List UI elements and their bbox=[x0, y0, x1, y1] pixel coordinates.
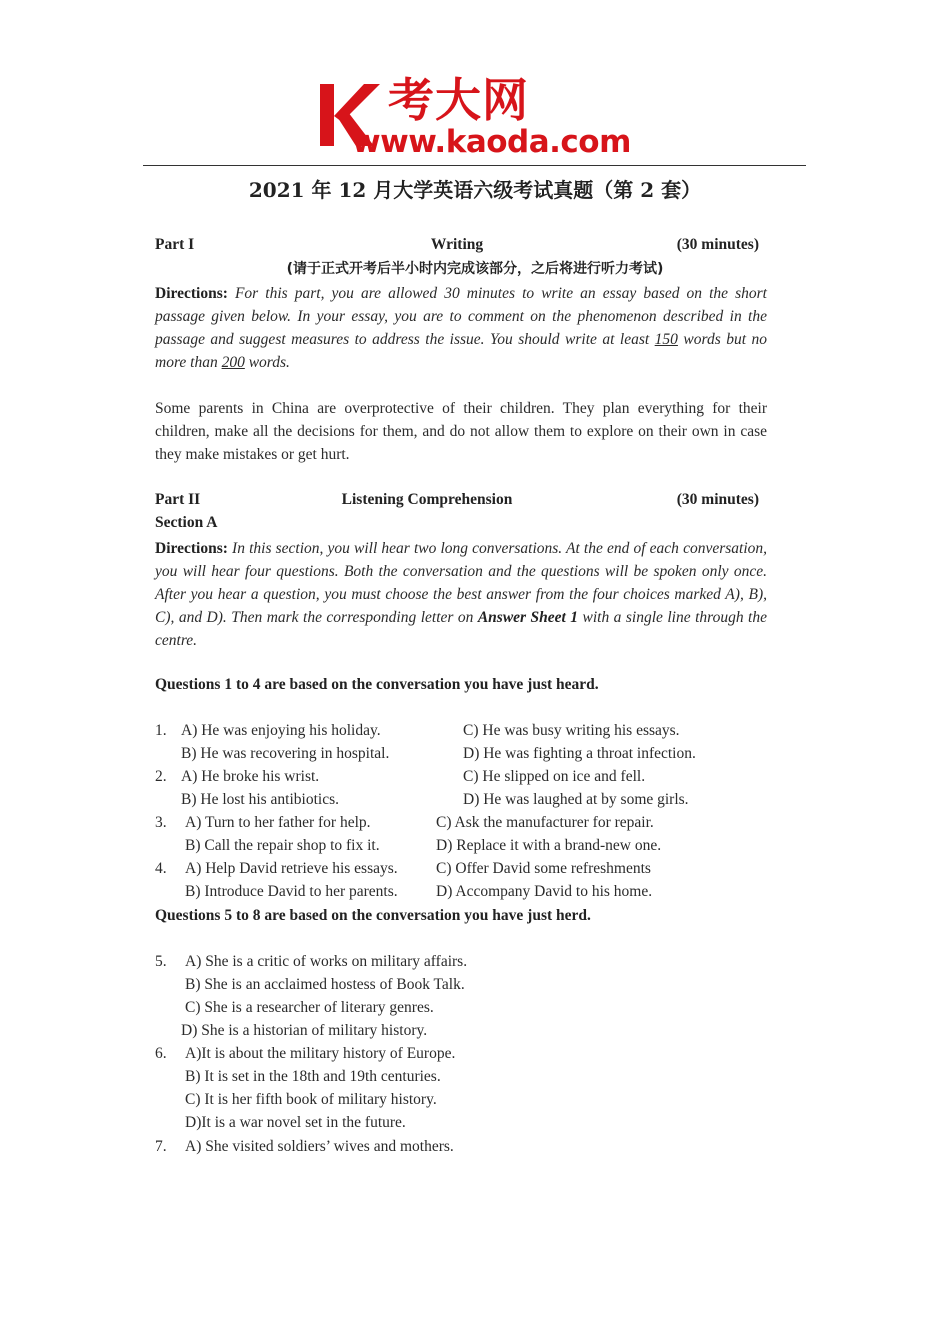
directions-text-3: words. bbox=[244, 354, 290, 371]
part1-directions bbox=[155, 282, 767, 374]
group2-heading: Questions 5 to 8 are based on the conversation you have just herd. bbox=[155, 907, 591, 924]
option-b[interactable]: B) It is set in the 18th and 19th centuries. bbox=[185, 1068, 441, 1085]
directions-text: In this section, you will hear two long conversations. At the end of each conversation, you will hear four questions. Both the conversation and the questions will be spoken only once. After you hear a question, you must choose the best answer from the four choices marked A), B), C), and D). Then mark the corresponding letter on bbox=[155, 540, 768, 626]
option-a[interactable]: A) She is a critic of works on military affairs. bbox=[185, 953, 468, 970]
part2-time: (30 minutes) bbox=[676, 491, 759, 508]
part2-name: Listening Comprehension bbox=[341, 491, 513, 508]
question-number: 5. bbox=[155, 953, 167, 970]
part1-label: Part I bbox=[155, 236, 195, 253]
question-number: 3. bbox=[155, 814, 167, 831]
option-d[interactable]: D) Replace it with a brand-new one. bbox=[436, 837, 662, 854]
option-b[interactable]: B) She is an acclaimed hostess of Book Talk. bbox=[185, 976, 465, 993]
question-number: 1. bbox=[155, 722, 167, 739]
option-b[interactable]: B) Call the repair shop to fix it. bbox=[185, 837, 380, 854]
option-c[interactable]: C) She is a researcher of literary genres. bbox=[185, 999, 434, 1016]
directions-label: Directions: bbox=[155, 285, 228, 302]
option-b[interactable]: B) Introduce David to her parents. bbox=[185, 883, 398, 900]
question-number: 6. bbox=[155, 1045, 167, 1062]
part1-note: (请于正式开考后半小时内完成该部分，之后将进行听力考试) bbox=[286, 261, 664, 277]
option-c[interactable]: C) It is her fifth book of military history. bbox=[185, 1091, 437, 1108]
section-a-label: Section A bbox=[155, 514, 218, 531]
option-d[interactable]: D)It is a war novel set in the future. bbox=[185, 1114, 406, 1131]
brand-name-cn: 考大网 bbox=[388, 73, 529, 127]
option-c[interactable]: C) He was busy writing his essays. bbox=[463, 722, 680, 739]
document-title: 2021 年 12 月大学英语六级考试真题（第 2 套） bbox=[248, 178, 702, 202]
kaoda-logo bbox=[318, 73, 648, 160]
option-d[interactable]: D) Accompany David to his home. bbox=[436, 883, 653, 900]
option-c[interactable]: C) Ask the manufacturer for repair. bbox=[436, 814, 654, 831]
option-a[interactable]: A) He was enjoying his holiday. bbox=[181, 722, 381, 739]
option-d[interactable]: D) He was fighting a throat infection. bbox=[463, 745, 696, 762]
max-words: 200 bbox=[221, 354, 245, 371]
brand-url[interactable]: www.kaoda.com bbox=[352, 124, 631, 160]
option-a[interactable]: A)It is about the military history of Europe. bbox=[185, 1045, 456, 1062]
writing-passage: Some parents in China are overprotective of their children. They plan everything for their children, make all the decisions for them, and do not allow them to explore on their own in case they make mistakes or get hurt. bbox=[155, 400, 767, 463]
part2-directions bbox=[155, 537, 767, 652]
directions-text: For this part, you are allowed 30 minutes to write an essay based on the short passage given below. In your essay, you are to comment on the phenomenon described in the passage and suggest measures to address the issue. You should write at least bbox=[155, 285, 767, 348]
part2-label: Part II bbox=[155, 491, 201, 508]
option-a[interactable]: A) Help David retrieve his essays. bbox=[185, 860, 398, 877]
part1-name: Writing bbox=[430, 236, 484, 253]
option-c[interactable]: C) He slipped on ice and fell. bbox=[463, 768, 646, 785]
directions-text-2: words but no more than bbox=[155, 331, 767, 371]
option-c[interactable]: C) Offer David some refreshments bbox=[436, 860, 651, 877]
directions-label: Directions: bbox=[155, 540, 228, 557]
option-b[interactable]: B) He was recovering in hospital. bbox=[181, 745, 390, 762]
min-words: 150 bbox=[654, 331, 678, 348]
question-number: 7. bbox=[155, 1138, 167, 1155]
option-a[interactable]: A) She visited soldiers’ wives and mothers. bbox=[185, 1138, 454, 1155]
option-d[interactable]: D) She is a historian of military history. bbox=[181, 1022, 428, 1039]
option-d[interactable]: D) He was laughed at by some girls. bbox=[463, 791, 689, 808]
option-a[interactable]: A) He broke his wrist. bbox=[181, 768, 320, 785]
option-b[interactable]: B) He lost his antibiotics. bbox=[181, 791, 340, 808]
option-a[interactable]: A) Turn to her father for help. bbox=[185, 814, 371, 831]
group1-heading: Questions 1 to 4 are based on the conversation you have just heard. bbox=[155, 676, 599, 693]
question-number: 4. bbox=[155, 860, 167, 877]
header-divider bbox=[143, 165, 806, 166]
part1-time: (30 minutes) bbox=[676, 236, 759, 253]
directions-text-2: with a single line through the centre. bbox=[155, 609, 767, 649]
answer-sheet-ref: Answer Sheet 1 bbox=[477, 609, 579, 626]
question-number: 2. bbox=[155, 768, 167, 785]
